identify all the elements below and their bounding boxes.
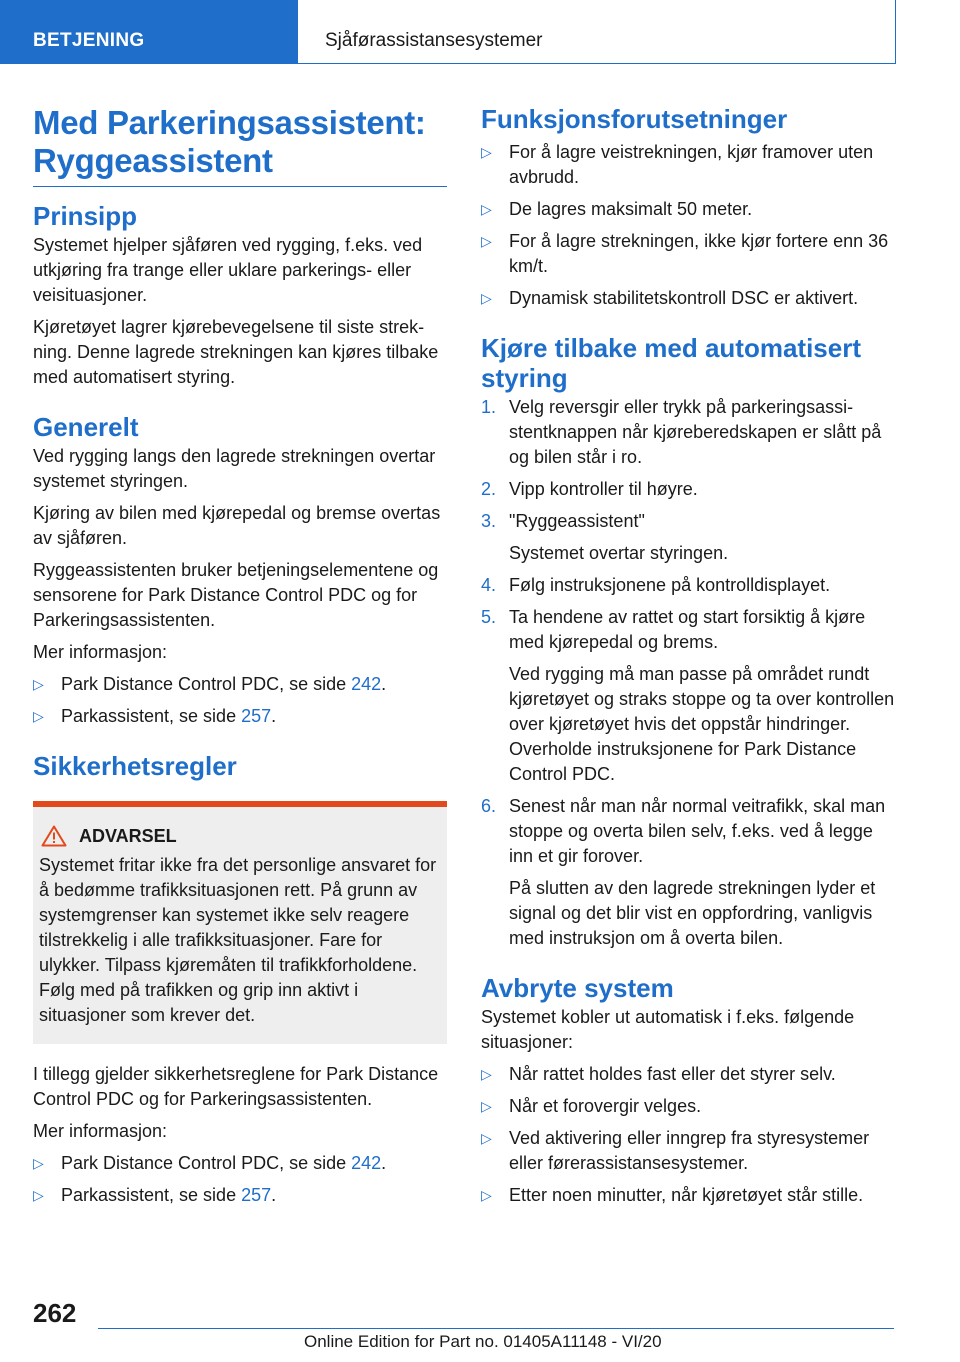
sikkerhet-links: [33, 1151, 447, 1208]
warning-text: Systemet fritar ikke fra det personlige ansvaret for å bedømme trafikksituasjonen rett. På grunn av systemgrenser kan systemet ikke selv reagere tilstrekkelig i alle trafikksituasjoner. Fare for ulykker. Tilpass kjøremåten til trafikkforholdene. Følg med på trafikken og grip inn aktivt i situasjoner som krever det.: [39, 855, 437, 1025]
heading-generelt: Generelt: [33, 412, 139, 442]
list-item: ▷ De lagres maksimalt 50 meter.: [481, 197, 901, 222]
step-number: 5.: [481, 607, 497, 627]
section-tab: BETJENING: [0, 0, 298, 64]
list-item: ▷ Parkassistent, se side 257.: [33, 1183, 447, 1208]
heading-prinsipp: Prinsipp: [33, 201, 138, 231]
avbryte-p1: Systemet kobler ut automatisk i f.eks. følgende situasjoner:: [481, 1007, 855, 1052]
warning-header: [39, 825, 441, 847]
generelt-p2: Kjøring av bilen med kjørepedal og bremse overtas av sjåføren.: [33, 503, 441, 548]
list-item: 3. "Ryggeassistent" Systemet overtar styringen.: [481, 511, 729, 563]
warning-triangle-icon: [41, 825, 67, 847]
list-item: ▷ Parkassistent, se side 257.: [33, 704, 447, 729]
triangle-bullet-icon: ▷: [33, 1187, 44, 1203]
list-item: ▷ Når et forovergir velges.: [481, 1094, 901, 1119]
avbryte-list: [481, 1062, 901, 1208]
chapter-title: Sjåførassistansesystemer: [311, 0, 896, 64]
triangle-bullet-icon: ▷: [481, 201, 492, 217]
warning-box: [33, 801, 447, 1044]
list-item: 4. Følg instruksjonene på kontrolldisplayet.: [481, 573, 901, 598]
generelt-more: Mer informasjon:: [33, 642, 168, 662]
triangle-bullet-icon: ▷: [481, 1098, 492, 1114]
step-number: 4.: [481, 575, 497, 595]
list-item: ▷ Park Distance Control PDC, se side 242.: [33, 672, 447, 697]
triangle-bullet-icon: ▷: [481, 1187, 492, 1203]
page-link[interactable]: 242: [351, 674, 382, 694]
page-number: 262: [33, 1298, 77, 1328]
left-column: [33, 104, 447, 1215]
heading-kjore: Kjøre tilbake med automatisert styring: [481, 333, 861, 393]
triangle-bullet-icon: ▷: [481, 290, 492, 306]
page-title-line1: Med Parkeringsassistent:: [33, 104, 426, 141]
header-divider: [298, 0, 311, 64]
heading-avbryte: Avbryte system: [481, 973, 674, 1003]
list-item: ▷ Park Distance Control PDC, se side 242.: [33, 1151, 447, 1176]
list-item: 5. Ta hendene av rattet og start forsiktig å kjøre med kjørepedal og brems. Ved rygging må man passe på området rundt kjøretøyet og straks stoppe og ta over kontrollen over kjøretøyet hvis det oppstår hindringer. Overholde instruksjonene for Park Distance Control PDC.: [481, 607, 895, 784]
title-rule: [33, 186, 447, 187]
triangle-bullet-icon: ▷: [33, 708, 44, 724]
footer-rule: [98, 1328, 894, 1329]
sikkerhet-more: Mer informasjon:: [33, 1121, 168, 1141]
list-item: ▷ Når rattet holdes fast eller det styrer selv.: [481, 1062, 901, 1087]
heading-funksjon: Funksjonsforutsetninger: [481, 104, 788, 134]
page-title-line2: Ryggeassistent: [33, 142, 273, 179]
triangle-bullet-icon: ▷: [33, 1155, 44, 1171]
funksjon-list: [481, 140, 901, 311]
heading-sikkerhet: Sikkerhetsregler: [33, 751, 237, 781]
page-link[interactable]: 257: [241, 1185, 272, 1205]
step-number: 2.: [481, 479, 497, 499]
generelt-links: [33, 672, 447, 729]
page-link[interactable]: 257: [241, 706, 272, 726]
triangle-bullet-icon: ▷: [481, 144, 492, 160]
list-item: 6. Senest når man når normal veitrafikk, skal man stoppe og overta bilen selv, f.eks. ved å legge inn et gir forover. På slutten av den lagrede strekningen lyder et signal og det blir vist en oppfordring, vanligvis med instruksjon om å overta bilen.: [481, 796, 886, 948]
list-item: ▷ For å lagre veistrekningen, kjør framover uten avbrudd.: [481, 142, 874, 187]
triangle-bullet-icon: ▷: [481, 233, 492, 249]
prinsipp-p1: Systemet hjelper sjåføren ved rygging, f.eks. ved utkjøring fra trange eller uklare parkerings- eller veisituasjoner.: [33, 235, 423, 305]
right-column: [481, 104, 901, 1215]
list-item: 2. Vipp kontroller til høyre.: [481, 477, 901, 502]
triangle-bullet-icon: ▷: [481, 1130, 492, 1146]
list-item: ▷ Etter noen minutter, når kjøretøyet står stille.: [481, 1183, 901, 1208]
step-number: 1.: [481, 397, 497, 417]
sikkerhet-p1: I tillegg gjelder sikkerhetsreglene for Park Distance Control PDC og for Parkeringsassistenten.: [33, 1064, 439, 1109]
prinsipp-p2: Kjøretøyet lagrer kjørebevegelsene til siste strekning. Denne lagrede strekningen kan kjøres tilbake med automatisert styring.: [33, 317, 439, 387]
list-item: ▷ Dynamisk stabilitetskontroll DSC er aktivert.: [481, 286, 901, 311]
triangle-bullet-icon: ▷: [33, 676, 44, 692]
page-title: [33, 104, 447, 180]
edition-text: Online Edition for Part no. 01405A11148 - VI/20: [304, 1332, 662, 1351]
page-link[interactable]: 242: [351, 1153, 382, 1173]
generelt-p1: Ved rygging langs den lagrede strekningen overtar systemet styringen.: [33, 446, 436, 491]
list-item: ▷ Ved aktivering eller inngrep fra styresystemer eller førerassistansesystemer.: [481, 1128, 870, 1173]
triangle-bullet-icon: ▷: [481, 1066, 492, 1082]
list-item: ▷ For å lagre strekningen, ikke kjør fortere enn 36 km/t.: [481, 231, 889, 276]
list-item: 1. Velg reversgir eller trykk på parkeringsassistentknappen når kjøreberedskapen er slått på og bilen står i ro.: [481, 397, 882, 467]
warning-label: ADVARSEL: [79, 825, 177, 846]
kjore-steps: [481, 395, 901, 951]
step-number: 6.: [481, 796, 497, 816]
step-number: 3.: [481, 511, 497, 531]
generelt-p3: Ryggeassistenten bruker betjeningselementene og sensorene for Park Distance Control PDC og for Parkeringsassistenten.: [33, 560, 439, 630]
